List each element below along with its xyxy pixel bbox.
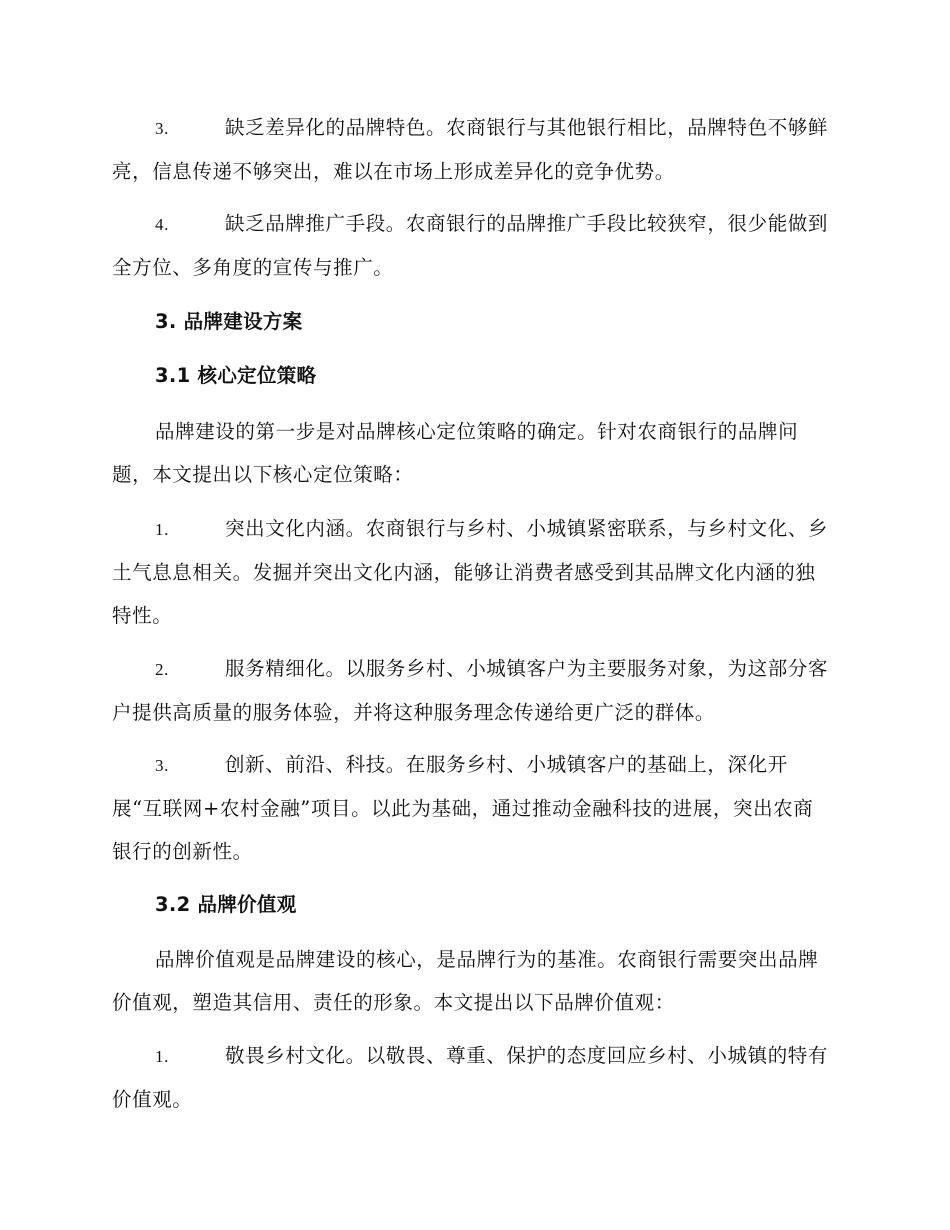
list-number: 4. (155, 215, 169, 234)
list-number: 3. (155, 119, 169, 138)
list-item (112, 106, 832, 193)
list-text: 缺乏品牌推广手段。农商银行的品牌推广手段比较狭窄，很少能做到全方位、多角度的宣传与推广。 (112, 212, 829, 279)
list-text: 创新、前沿、科技。在服务乡村、小城镇客户的基础上，深化开展“互联网+农村金融”项目。以此为基础，通过推动金融科技的进展，突出农商银行的创新性。 (112, 753, 814, 863)
list-item (112, 647, 832, 734)
list-text: 敬畏乡村文化。以敬畏、尊重、保护的态度回应乡村、小城镇的特有价值观。 (112, 1044, 829, 1111)
list-number: 2. (155, 660, 169, 679)
subsection-heading: 3.1 核心定位策略 (155, 364, 317, 387)
list-number: 3. (155, 756, 169, 775)
list-item (112, 202, 832, 289)
section-heading: 3. 品牌建设方案 (155, 310, 303, 333)
paragraph: 品牌建设的第一步是对品牌核心定位策略的确定。针对农商银行的品牌问题，本文提出以下核心定位策略： (112, 420, 799, 486)
list-text: 突出文化内涵。农商银行与乡村、小城镇紧密联系，与乡村文化、乡土气息息相关。发掘并突出文化内涵，能够让消费者感受到其品牌文化内涵的独特性。 (112, 517, 829, 627)
list-text: 服务精细化。以服务乡村、小城镇客户为主要服务对象，为这部分客户提供高质量的服务体验，并将这种服务理念传递给更广泛的群体。 (112, 657, 829, 724)
list-number: 1. (155, 520, 169, 539)
list-item (112, 1034, 832, 1121)
list-text: 缺乏差异化的品牌特色。农商银行与其他银行相比，品牌特色不够鲜亮，信息传递不够突出，难以在市场上形成差异化的竞争优势。 (112, 116, 829, 183)
list-item (112, 507, 832, 637)
list-number: 1. (155, 1047, 169, 1066)
subsection-heading: 3.2 品牌价值观 (155, 893, 297, 916)
paragraph: 品牌价值观是品牌建设的核心，是品牌行为的基准。农商银行需要突出品牌价值观，塑造其信用、责任的形象。本文提出以下品牌价值观： (112, 948, 819, 1014)
list-item (112, 743, 832, 873)
